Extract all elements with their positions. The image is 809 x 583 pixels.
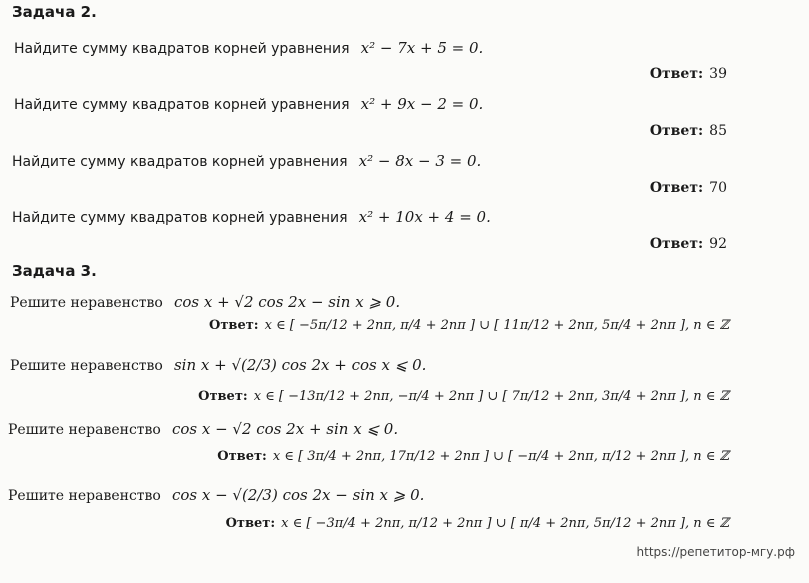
problem-prompt: Найдите сумму квадратов корней уравнения (12, 154, 348, 170)
task2-answer-4 (650, 236, 727, 252)
problem-prompt: Решите неравенство (8, 488, 161, 504)
task2-problem-3 (12, 151, 481, 170)
answer-value: 85 (709, 123, 727, 139)
answer-value: x ∈ [ −5π/12 + 2nπ, π/4 + 2nπ ] ∪ [ 11π/12 + 2nπ, 5π/4 + 2nπ ], n ∈ ℤ (264, 318, 729, 333)
answer-value: 70 (709, 180, 727, 196)
answer-value: 92 (709, 236, 727, 252)
task3-answer-1 (209, 318, 729, 333)
task2-answer-2 (650, 123, 727, 139)
footer-url: https://репетитор-мгу.рф (636, 545, 795, 559)
problem-equation: x² − 7x + 5 = 0. (360, 39, 484, 57)
answer-label: Ответ: (649, 236, 704, 252)
task3-problem-3 (8, 419, 398, 438)
answer-label: Ответ: (649, 180, 704, 196)
answer-label: Ответ: (217, 449, 267, 464)
task2-answer-1 (650, 66, 727, 82)
problem-prompt: Найдите сумму квадратов корней уравнения (14, 97, 350, 113)
answer-value: x ∈ [ −3π/4 + 2nπ, π/12 + 2nπ ] ∪ [ π/4 + 2nπ, 5π/12 + 2nπ ], n ∈ ℤ (281, 516, 729, 531)
task2-problem-1 (14, 38, 483, 57)
answer-label: Ответ: (198, 389, 248, 404)
task3-answer-2 (198, 389, 729, 404)
task2-problem-4 (12, 207, 491, 226)
answer-value: 39 (709, 66, 727, 82)
problem-equation: x² − 8x − 3 = 0. (358, 152, 482, 170)
problem-equation: x² + 9x − 2 = 0. (360, 95, 484, 113)
problem-equation: x² + 10x + 4 = 0. (358, 208, 491, 226)
problem-inequality: cos x − √(2/3) cos 2x − sin x ⩾ 0. (171, 486, 425, 504)
problem-prompt: Решите неравенство (8, 422, 161, 438)
task2-problem-2 (14, 94, 483, 113)
task3-answer-4 (226, 516, 729, 531)
problem-prompt: Решите неравенство (10, 295, 163, 311)
answer-label: Ответ: (649, 123, 704, 139)
problem-prompt: Найдите сумму квадратов корней уравнения (14, 41, 350, 57)
answer-label: Ответ: (649, 66, 704, 82)
task3-answer-3 (217, 449, 729, 464)
answer-value: x ∈ [ −13π/12 + 2nπ, −π/4 + 2nπ ] ∪ [ 7π/12 + 2nπ, 3π/4 + 2nπ ], n ∈ ℤ (253, 389, 729, 404)
task2-answer-3 (650, 180, 727, 196)
task3-problem-4 (8, 485, 424, 504)
problem-inequality: sin x + √(2/3) cos 2x + cos x ⩽ 0. (173, 356, 427, 374)
problem-prompt: Найдите сумму квадратов корней уравнения (12, 210, 348, 226)
answer-value: x ∈ [ 3π/4 + 2nπ, 17π/12 + 2nπ ] ∪ [ −π/4 + 2nπ, π/12 + 2nπ ], n ∈ ℤ (272, 449, 729, 464)
problem-inequality: cos x + √2 cos 2x − sin x ⩾ 0. (173, 293, 401, 311)
answer-label: Ответ: (225, 516, 276, 531)
task3-heading: Задача 3. (12, 262, 97, 280)
problem-prompt: Решите неравенство (10, 358, 163, 374)
task3-problem-1 (10, 292, 400, 311)
task3-problem-2 (10, 355, 426, 374)
task2-heading: Задача 2. (12, 3, 97, 21)
problem-inequality: cos x − √2 cos 2x + sin x ⩽ 0. (171, 420, 399, 438)
answer-label: Ответ: (209, 318, 259, 333)
